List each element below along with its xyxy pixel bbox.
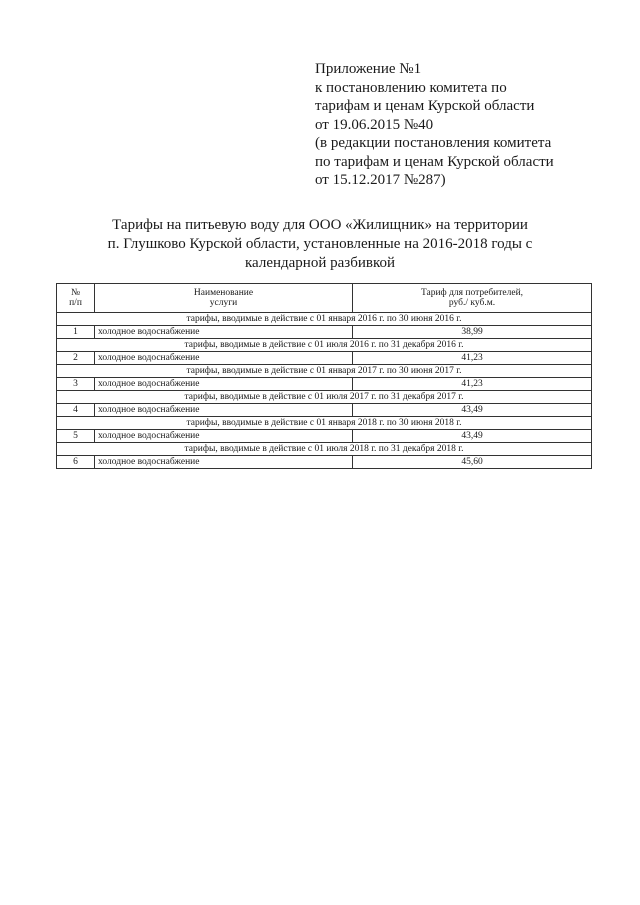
tariff-value-cell: 41,23 [353, 378, 592, 391]
table-header-row [57, 284, 592, 313]
service-cell: холодное водоснабжение [95, 456, 353, 469]
table-row [57, 352, 592, 365]
tariff-value-cell: 45,60 [353, 456, 592, 469]
period-cell: тарифы, вводимые в действие с 01 января 2017 г. по 30 июня 2017 г. [57, 365, 592, 378]
service-cell: холодное водоснабжение [95, 404, 353, 417]
service-cell: холодное водоснабжение [95, 430, 353, 443]
row-number-cell: 5 [57, 430, 95, 443]
period-cell: тарифы, вводимые в действие с 01 июля 2018 г. по 31 декабря 2018 г. [57, 443, 592, 456]
title-line: п. Глушково Курской области, установленные на 2016-2018 годы с [107, 236, 533, 252]
appendix-header [315, 60, 615, 190]
header-tariff: Тариф для потребителей, руб./ куб.м. [353, 284, 592, 313]
period-row [57, 339, 592, 352]
document-title [60, 216, 580, 273]
row-number-cell: 4 [57, 404, 95, 417]
period-cell: тарифы, вводимые в действие с 01 января 2016 г. по 30 июня 2016 г. [57, 313, 592, 326]
tariff-value-cell: 38,99 [353, 326, 592, 339]
title-line: Тарифы на питьевую воду для ООО «Жилищник» на территории [112, 217, 528, 233]
appendix-line: тарифам и ценам Курской области [315, 98, 535, 114]
period-row [57, 365, 592, 378]
tariff-value-cell: 43,49 [353, 404, 592, 417]
tariff-value-cell: 41,23 [353, 352, 592, 365]
period-row [57, 391, 592, 404]
appendix-line: (в редакции постановления комитета [315, 135, 552, 151]
tariff-value-cell: 43,49 [353, 430, 592, 443]
appendix-line: к постановлению комитета по [315, 79, 507, 96]
service-cell: холодное водоснабжение [95, 378, 353, 391]
period-cell: тарифы, вводимые в действие с 01 января 2018 г. по 30 июня 2018 г. [57, 417, 592, 430]
period-row [57, 417, 592, 430]
appendix-line: от 19.06.2015 №40 [315, 116, 434, 133]
row-number-cell: 1 [57, 326, 95, 339]
period-row [57, 443, 592, 456]
header-service-name: Наименование услуги [95, 284, 353, 313]
appendix-line: по тарифам и ценам Курской области [315, 153, 554, 170]
appendix-line: от 15.12.2017 №287) [315, 172, 446, 188]
service-cell: холодное водоснабжение [95, 352, 353, 365]
service-cell: холодное водоснабжение [95, 326, 353, 339]
table-row [57, 404, 592, 417]
period-cell: тарифы, вводимые в действие с 01 июля 2017 г. по 31 декабря 2017 г. [57, 391, 592, 404]
table-row [57, 456, 592, 469]
table-row [57, 326, 592, 339]
title-line: календарной разбивкой [245, 255, 395, 271]
table-row [57, 430, 592, 443]
appendix-line: Приложение №1 [315, 61, 422, 77]
row-number-cell: 2 [57, 352, 95, 365]
row-number-cell: 6 [57, 456, 95, 469]
header-number: № п/п [57, 284, 95, 313]
row-number-cell: 3 [57, 378, 95, 391]
period-cell: тарифы, вводимые в действие с 01 июля 2016 г. по 31 декабря 2016 г. [57, 339, 592, 352]
tariff-table [56, 283, 592, 469]
period-row [57, 313, 592, 326]
table-row [57, 378, 592, 391]
